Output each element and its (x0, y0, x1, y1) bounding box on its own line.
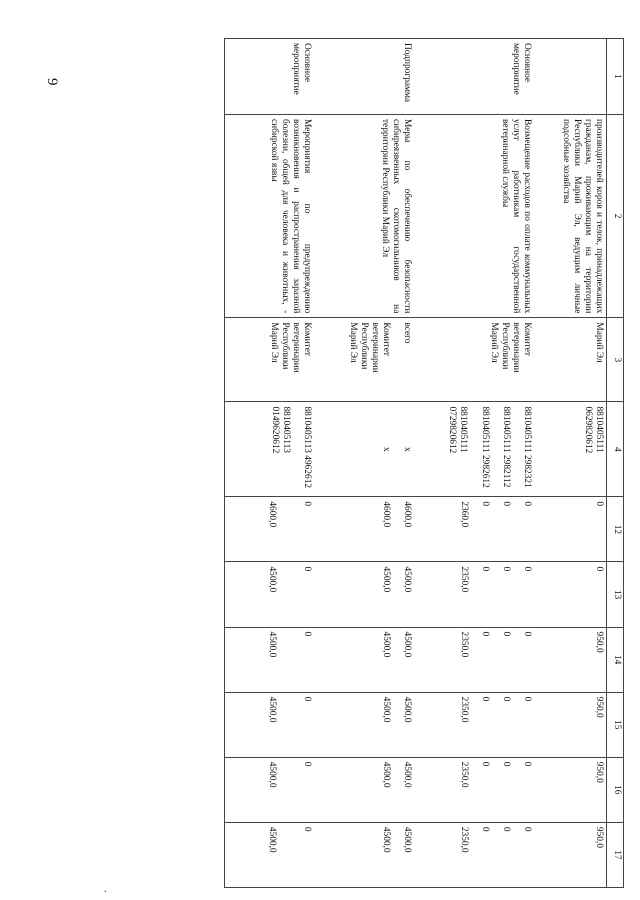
value-cell: 0 4500,0 (225, 692, 315, 757)
row-description: Возмещение расходов по оплате коммунальных услуг работникам государственной ветеринарной службы (415, 114, 535, 317)
row-code (415, 402, 535, 497)
budget-table-rotated (224, 38, 624, 888)
value-cell: 950,0 (535, 627, 607, 692)
header-cell: 1 (607, 39, 624, 115)
header-cell: 2 (607, 114, 624, 317)
table-row (535, 39, 607, 888)
value-cell: 0 0 0 2350,0 (415, 757, 535, 822)
header-cell: 4 (607, 402, 624, 497)
value-cell: 950,0 (535, 757, 607, 822)
header-cell: 17 (607, 822, 624, 887)
row-type (535, 39, 607, 115)
header-row (607, 39, 624, 888)
value-cell: 0 0 0 2350,0 (415, 562, 535, 627)
row-description: Меры по обеспечению безопасности сибиреязвенных скотомогильников на территории Республики Марий Эл (315, 114, 415, 317)
header-cell: 13 (607, 562, 624, 627)
table-row (415, 39, 535, 888)
value-cell: 0 4600,0 (225, 497, 315, 562)
row-type: Основное мероприятие (225, 39, 315, 115)
value-cell: 0 0 0 2350,0 (415, 822, 535, 887)
value-cell: 950,0 (535, 692, 607, 757)
header-cell: 16 (607, 757, 624, 822)
budget-table (224, 38, 624, 888)
header-cell: 3 (607, 318, 624, 402)
code-line: 8810405111 0729820612 (447, 406, 469, 454)
code-line: 8810405111 2982321 (522, 406, 533, 488)
value-cell: 4500,0 4500,0 (315, 562, 415, 627)
value-cell: 0 4500,0 (225, 562, 315, 627)
scan-mark: . (104, 884, 107, 895)
row-executor: Марий Эл (535, 318, 607, 402)
value-cell: 4500,0 4500,0 (315, 822, 415, 887)
row-code: 8810405111 0629820612 (535, 402, 607, 497)
row-executor: Комитет ветеринарии Республики Марий Эл (415, 318, 535, 402)
header-cell: 12 (607, 497, 624, 562)
table-row (315, 39, 415, 888)
table-row (225, 39, 315, 888)
value-cell: 0 0 0 2350,0 (415, 692, 535, 757)
value-cell: 4600,0 4600,0 (315, 497, 415, 562)
value-cell: 0 (535, 497, 607, 562)
header-cell: 14 (607, 627, 624, 692)
row-type: Подпрограмма (315, 39, 415, 115)
value-cell: 0 (535, 562, 607, 627)
value-cell: 0 4500,0 (225, 627, 315, 692)
value-cell: 4500,0 4500,0 (315, 627, 415, 692)
row-code: х х (315, 402, 415, 497)
page-number: 9 (44, 78, 60, 86)
row-executor: Комитет ветеринарии Республики Марий Эл (225, 318, 315, 402)
value-cell: 0 4500,0 (225, 822, 315, 887)
value-cell: 4500,0 4500,0 (315, 757, 415, 822)
row-executor: всего Комитет ветеринарии Республики Марий Эл (315, 318, 415, 402)
row-description: производителей коров и телок, принадлежащих гражданам, проживающим на территории Республики Марий Эл, ведущим личные подсобные хозяйства (535, 114, 607, 317)
value-cell: 950,0 (535, 822, 607, 887)
value-cell: 0 0 0 2350,0 (415, 627, 535, 692)
header-cell: 15 (607, 692, 624, 757)
code-line: 8810405111 2982112 (501, 406, 512, 488)
value-cell: 4500,0 4500,0 (315, 692, 415, 757)
value-cell: 0 4500,0 (225, 757, 315, 822)
code-line: 8810405111 2982612 (480, 406, 491, 488)
value-cell: 0 0 0 2360,0 (415, 497, 535, 562)
row-code: 8810405113 4962612 8810405113 0149620612 (225, 402, 315, 497)
row-description: Мероприятия по предупреждению возникновения и распространения заразной болезни, общей для человека и животных, - сибирской язвы (225, 114, 315, 317)
row-type: Основное мероприятие (415, 39, 535, 115)
